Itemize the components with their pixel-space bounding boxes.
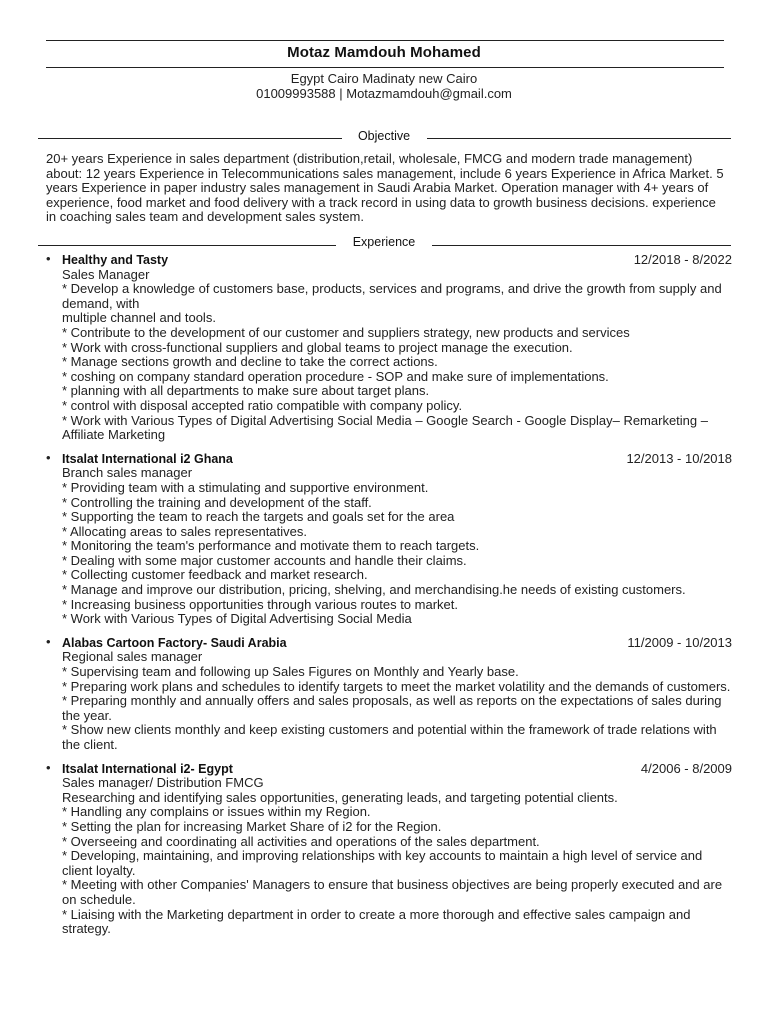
job-details xyxy=(62,650,732,752)
job-detail-line: * planning with all departments to make sure about target plans. xyxy=(62,383,430,399)
job-detail-line: * Liaising with the Marketing department in order to create a more thorough and effective sales campaign and strategy. xyxy=(62,906,691,937)
job-detail-line: * Work with Various Types of Digital Advertising Social Media xyxy=(62,611,412,627)
job-detail-line: * coshing on company standard operation procedure - SOP and make sure of implementations. xyxy=(62,368,609,384)
objective-heading xyxy=(0,129,768,143)
job-dates: 11/2009 - 10/2013 xyxy=(627,634,732,650)
bullet-icon: • xyxy=(46,449,51,465)
job-detail-line: * Develop a knowledge of customers base, products, services and programs, and drive the growth from supply and demand, with xyxy=(62,281,722,311)
header-bottom-rule xyxy=(46,67,724,68)
job-detail-line: Researching and identifying sales opportunities, generating leads, and targeting potential clients. xyxy=(62,789,618,805)
job-detail-line: * Contribute to the development of our customer and suppliers strategy, new products and services xyxy=(62,324,630,340)
experience-heading xyxy=(0,235,768,249)
job-role: Sales manager/ Distribution FMCG xyxy=(62,775,264,791)
job-detail-line: * Manage sections growth and decline to take the correct actions. xyxy=(62,354,438,370)
job-detail-line: * control with disposal accepted ratio compatible with company policy. xyxy=(62,397,463,413)
job-details xyxy=(62,466,732,627)
candidate-name: Motaz Mamdouh Mohamed xyxy=(287,44,481,61)
job-entry xyxy=(46,253,732,443)
job-header xyxy=(46,759,732,777)
job-header xyxy=(46,253,732,268)
job-company: Itsalat International i2 Ghana xyxy=(62,451,233,466)
job-details xyxy=(62,776,732,937)
bullet-icon: • xyxy=(46,759,51,775)
job-entry xyxy=(46,449,732,627)
job-detail-line: * Work with cross-functional suppliers and global teams to project manage the execution. xyxy=(62,339,573,355)
contact-info: 01009993588 | Motazmamdouh@gmail.com xyxy=(256,86,512,101)
job-detail-line: * Meeting with other Companies' Managers to ensure that business objectives are being properly executed and are on schedule. xyxy=(62,877,723,907)
job-detail-line: * Allocating areas to sales representatives. xyxy=(62,523,307,539)
header-top-rule xyxy=(46,40,724,41)
job-detail-line: * Developing, maintaining, and improving relationships with key accounts to maintain a high level of service and client loyalty. xyxy=(62,848,703,878)
experience-heading-text: Experience xyxy=(345,235,424,249)
job-detail-line: * Manage and improve our distribution, pricing, shelving, and merchandising.he needs of existing customers. xyxy=(62,582,686,598)
bullet-icon: • xyxy=(46,633,51,649)
job-details xyxy=(62,268,732,443)
objective-heading-text: Objective xyxy=(350,129,418,143)
job-detail-line: * Dealing with some major customer accounts and handle their claims. xyxy=(62,552,467,568)
job-detail-line: * Setting the plan for increasing Market Share of i2 for the Region. xyxy=(62,818,442,834)
job-detail-line: * Increasing business opportunities through various routes to market. xyxy=(62,596,458,612)
job-company: Healthy and Tasty xyxy=(62,253,169,267)
job-detail-line: * Supporting the team to reach the targets and goals set for the area xyxy=(62,509,455,525)
job-detail-line: * Supervising team and following up Sales Figures on Monthly and Yearly base. xyxy=(62,664,519,680)
job-header xyxy=(46,633,732,651)
job-detail-line: * Providing team with a stimulating and supportive environment. xyxy=(62,479,429,495)
job-role: Sales Manager xyxy=(62,266,150,282)
job-role: Branch sales manager xyxy=(62,465,193,481)
job-detail-line: multiple channel and tools. xyxy=(62,310,216,326)
job-header xyxy=(46,449,732,467)
job-dates: 12/2018 - 8/2022 xyxy=(633,252,732,267)
job-detail-line: * Work with Various Types of Digital Advertising Social Media – Google Search - Google Display– Remarketing – Affiliate Marketing xyxy=(62,412,708,443)
job-spacer xyxy=(46,753,732,762)
job-detail-line: * Overseeing and coordinating all activities and operations of the sales department. xyxy=(62,833,540,849)
job-entry xyxy=(46,759,732,937)
objective-text: 20+ years Experience in sales department (distribution,retail, wholesale, FMCG and modern trade management) about: 12 years Experience in Telecommunications sales management, include 6 years Experience in Africa Market. 5 years Experience in paper industry sales management in Saudi Arabia Market. Operation manager with 4+ years of experience, food market and food delivery with a track record in using data to growth business decisions. experience in coaching sales team and development sales system. xyxy=(46,151,724,225)
job-detail-line: * Preparing monthly and annually offers and sales proposals, as well as reports on the expectations of sales during the year. xyxy=(62,693,722,723)
job-detail-line: * Handling any complains or issues within my Region. xyxy=(62,804,371,820)
job-entry xyxy=(46,633,732,753)
job-detail-line: * Collecting customer feedback and market research. xyxy=(62,567,368,583)
job-role: Regional sales manager xyxy=(62,649,203,665)
job-dates: 12/2013 - 10/2018 xyxy=(626,450,732,466)
job-company: Itsalat International i2- Egypt xyxy=(62,761,233,776)
job-detail-line: * Monitoring the team's performance and motivate them to reach targets. xyxy=(62,538,480,554)
bullet-icon: • xyxy=(46,251,51,266)
address: Egypt Cairo Madinaty new Cairo xyxy=(290,71,478,86)
experience-list xyxy=(46,253,732,937)
job-detail-line: * Controlling the training and development of the staff. xyxy=(62,494,372,510)
job-company: Alabas Cartoon Factory- Saudi Arabia xyxy=(62,635,287,650)
job-detail-line: * Show new clients monthly and keep existing customers and potential within the framework of trade relations with the client. xyxy=(62,722,717,752)
job-dates: 4/2006 - 8/2009 xyxy=(640,760,732,776)
job-detail-line: * Preparing work plans and schedules to identify targets to meet the market volatility and the demands of customers. xyxy=(62,678,731,694)
